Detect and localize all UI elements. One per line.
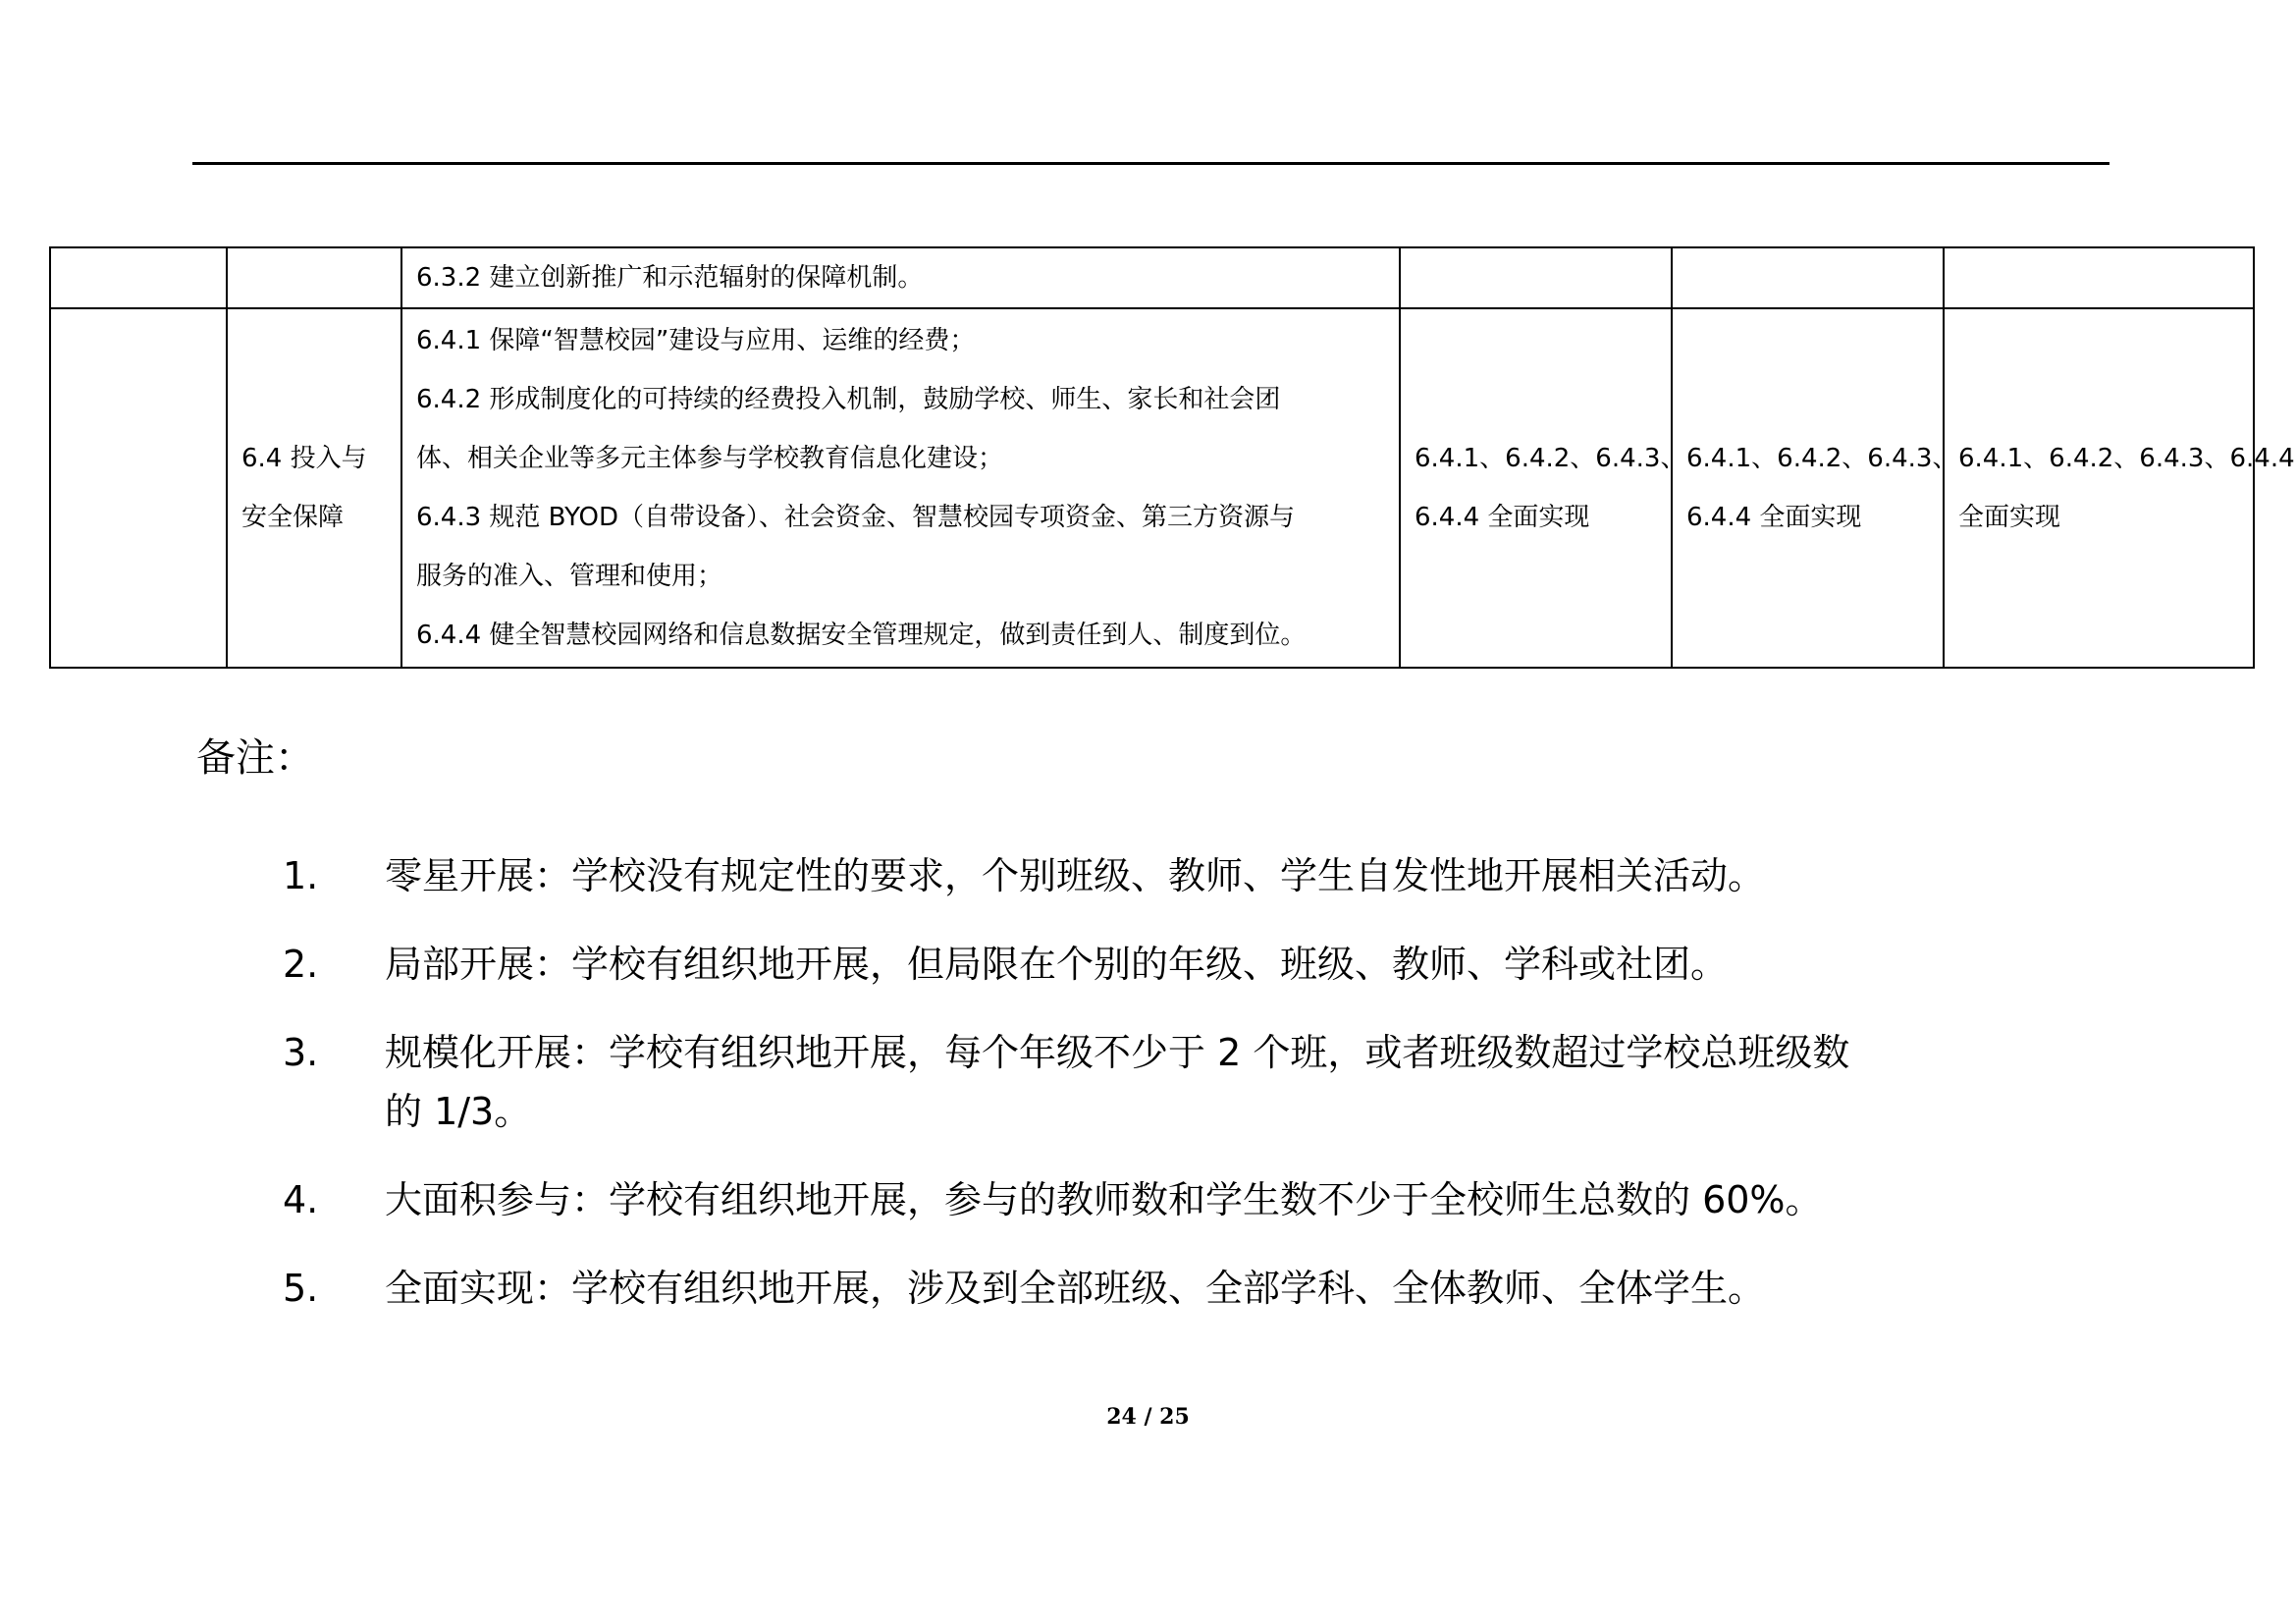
content-line: 体、相关企业等多元主体参与学校教育信息化建设； — [416, 444, 1004, 473]
note-item — [283, 1170, 2118, 1229]
category-line: 安全保障 — [241, 503, 345, 532]
table-cell — [1672, 247, 1944, 308]
note-item — [283, 1023, 2118, 1141]
requirements-table — [49, 246, 2295, 669]
note-number: 1. — [283, 854, 319, 897]
status-cell — [1944, 308, 2295, 668]
note-text: 的 1/3。 — [385, 1090, 532, 1133]
note-item — [283, 846, 2118, 905]
notes-title: 备注： — [196, 735, 314, 781]
content-line: 6.4.1 保障“智慧校园”建设与应用、运维的经费； — [416, 326, 976, 355]
category-cell — [227, 308, 401, 668]
status-line: 全面实现 — [1958, 503, 2061, 532]
table-cell — [1400, 247, 1672, 308]
status-line: 6.4.1、6.4.2、6.4.3、6.4.4 — [1958, 444, 2295, 473]
note-text: 大面积参与：学校有组织地开展，参与的教师数和学生数不少于全校师生总数的 60%。 — [385, 1178, 1823, 1221]
note-number: 5. — [283, 1267, 319, 1310]
status-line: 6.4.4 全面实现 — [1415, 503, 1590, 532]
note-item — [283, 935, 2118, 994]
table-cell-content — [401, 247, 1400, 308]
content-line: 6.4.4 健全智慧校园网络和信息数据安全管理规定，做到责任到人、制度到位。 — [416, 621, 1307, 650]
note-text: 规模化开展：学校有组织地开展，每个年级不少于 2 个班，或者班级数超过学校总班级数 — [385, 1031, 1850, 1074]
note-number: 2. — [283, 943, 319, 986]
note-text: 零星开展：学校没有规定性的要求，个别班级、教师、学生自发性地开展相关活动。 — [385, 854, 1766, 897]
table-cell — [50, 247, 227, 308]
page-number: 24 / 25 — [1106, 1404, 1190, 1430]
content-line: 6.4.3 规范 BYOD（自带设备）、社会资金、智慧校园专项资金、第三方资源与 — [416, 503, 1296, 532]
table-row — [50, 247, 2254, 308]
status-line: 6.4.1、6.4.2、6.4.3、 — [1415, 444, 1686, 473]
note-number: 3. — [283, 1031, 319, 1074]
status-line: 6.4.1、6.4.2、6.4.3、 — [1686, 444, 1958, 473]
note-text: 局部开展：学校有组织地开展，但局限在个别的年级、班级、教师、学科或社团。 — [385, 943, 1729, 986]
status-cell — [1672, 308, 1958, 668]
note-text: 全面实现：学校有组织地开展，涉及到全部班级、全部学科、全体教师、全体学生。 — [385, 1267, 1766, 1310]
content-line: 6.4.2 形成制度化的可持续的经费投入机制，鼓励学校、师生、家长和社会团 — [416, 385, 1281, 414]
table-cell — [227, 247, 401, 308]
table-cell — [1944, 247, 2254, 308]
note-number: 4. — [283, 1178, 319, 1221]
content-line: 6.3.2 建立创新推广和示范辐射的保障机制。 — [416, 263, 924, 293]
table-cell-empty — [50, 308, 227, 668]
table-cell-content — [401, 308, 1400, 668]
note-item — [283, 1259, 2118, 1318]
table-row — [50, 308, 2254, 668]
status-line: 6.4.4 全面实现 — [1686, 503, 1862, 532]
category-line: 6.4 投入与 — [241, 444, 367, 473]
header-rule — [192, 162, 2109, 165]
content-line: 服务的准入、管理和使用； — [416, 562, 723, 591]
status-cell — [1400, 308, 1686, 668]
